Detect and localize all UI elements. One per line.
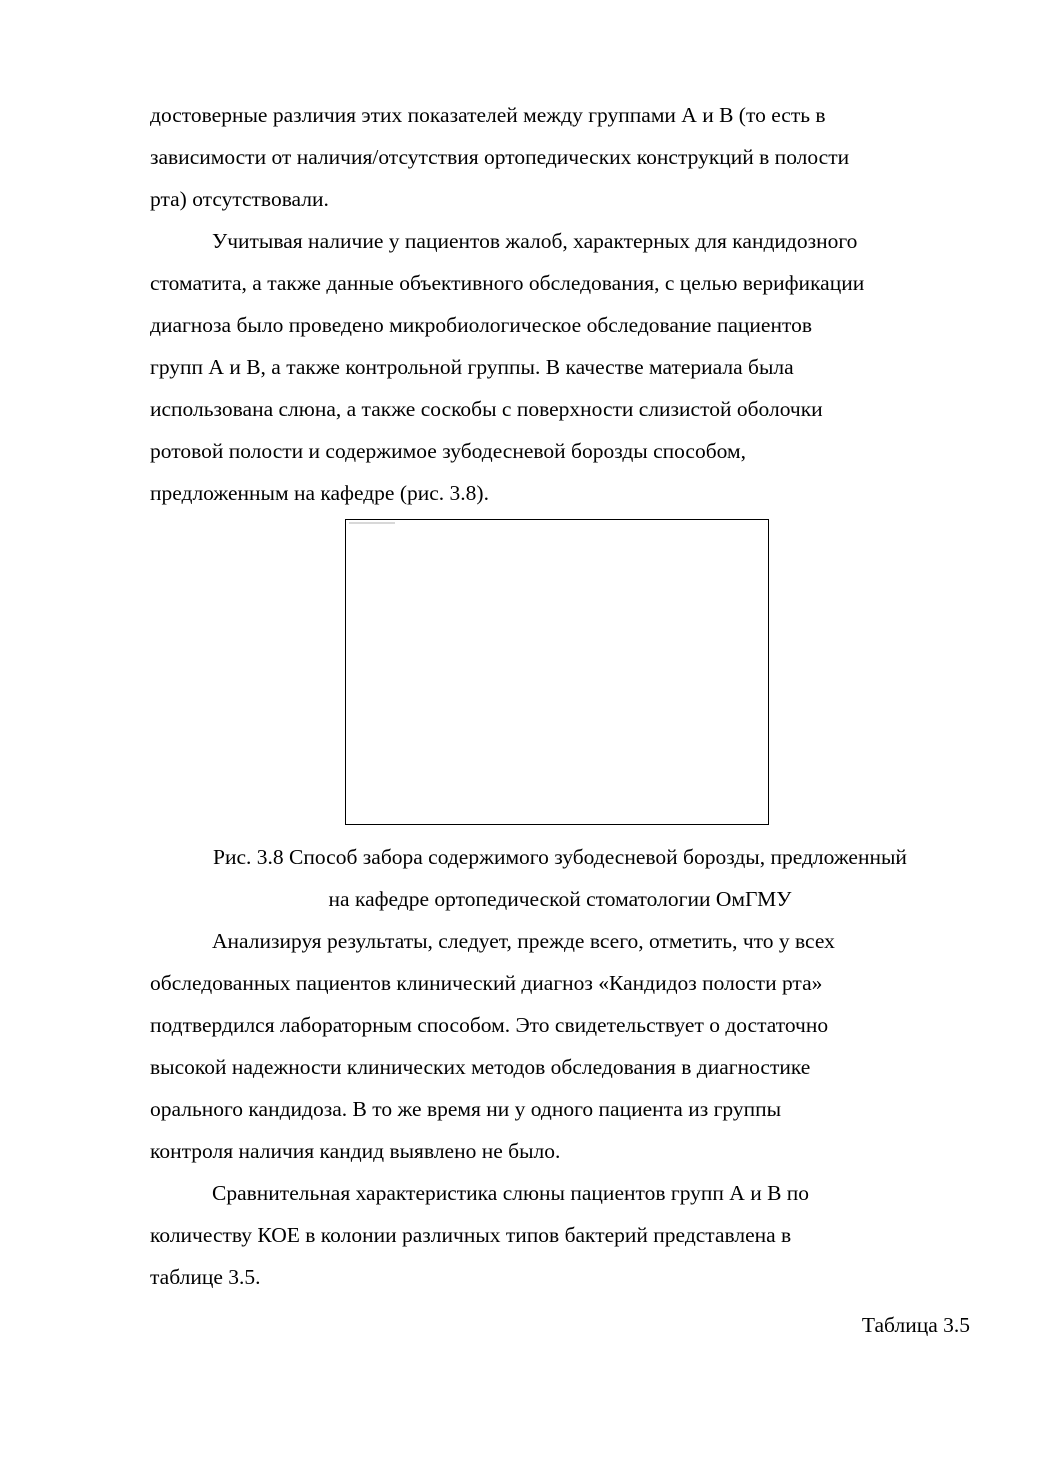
text-line: Анализируя результаты, следует, прежде всего, отметить, что у всех xyxy=(212,929,835,953)
text-line: подтвердился лабораторным способом. Это свидетельствует о достаточно xyxy=(150,1013,829,1037)
text-line: стоматита, а также данные объективного обследования, с целью верификации xyxy=(150,271,865,295)
text-line: использована слюна, а также соскобы с поверхности слизистой оболочки xyxy=(150,397,823,421)
figure-3-8 xyxy=(150,514,970,836)
text-line: таблице 3.5. xyxy=(150,1265,261,1289)
text-line: Учитывая наличие у пациентов жалоб, характерных для кандидозного xyxy=(212,229,858,253)
text-line: высокой надежности клинических методов обследования в диагностике xyxy=(150,1055,811,1079)
paragraph-1 xyxy=(150,94,970,220)
text-line: ротовой полости и содержимое зубодесневой борозды способом, xyxy=(150,439,746,463)
text-line: достоверные различия этих показателей между группами А и В (то есть в xyxy=(150,103,826,127)
paragraph-4 xyxy=(150,1172,970,1298)
paragraph-2 xyxy=(150,220,970,514)
text-line: контроля наличия кандид выявлено не было. xyxy=(150,1139,561,1163)
caption-line: на кафедре ортопедической стоматологии ОмГМУ xyxy=(328,887,792,911)
text-line: групп А и В, а также контрольной группы. В качестве материала была xyxy=(150,355,794,379)
text-line: количеству КОЕ в колонии различных типов бактерий представлена в xyxy=(150,1223,792,1247)
caption-line: Рис. 3.8 Способ забора содержимого зубодесневой борозды, предложенный xyxy=(213,845,907,869)
text-line: предложенным на кафедре (рис. 3.8). xyxy=(150,481,489,505)
figure-image-placeholder xyxy=(345,519,769,825)
table-label: Таблица 3.5 xyxy=(861,1313,970,1337)
text-line: орального кандидоза. В то же время ни у одного пациента из группы xyxy=(150,1097,782,1121)
paragraph-3 xyxy=(150,920,970,1172)
text-line: рта) отсутствовали. xyxy=(150,187,329,211)
text-line: обследованных пациентов клинический диагноз «Кандидоз полости рта» xyxy=(150,971,823,995)
text-line: зависимости от наличия/отсутствия ортопедических конструкций в полости xyxy=(150,145,850,169)
figure-caption xyxy=(150,836,970,920)
figure-thumbnail-mark xyxy=(349,522,395,524)
text-line: Сравнительная характеристика слюны пациентов групп А и В по xyxy=(212,1181,810,1205)
text-line: диагноза было проведено микробиологическое обследование пациентов xyxy=(150,313,812,337)
document-page xyxy=(150,94,970,1346)
